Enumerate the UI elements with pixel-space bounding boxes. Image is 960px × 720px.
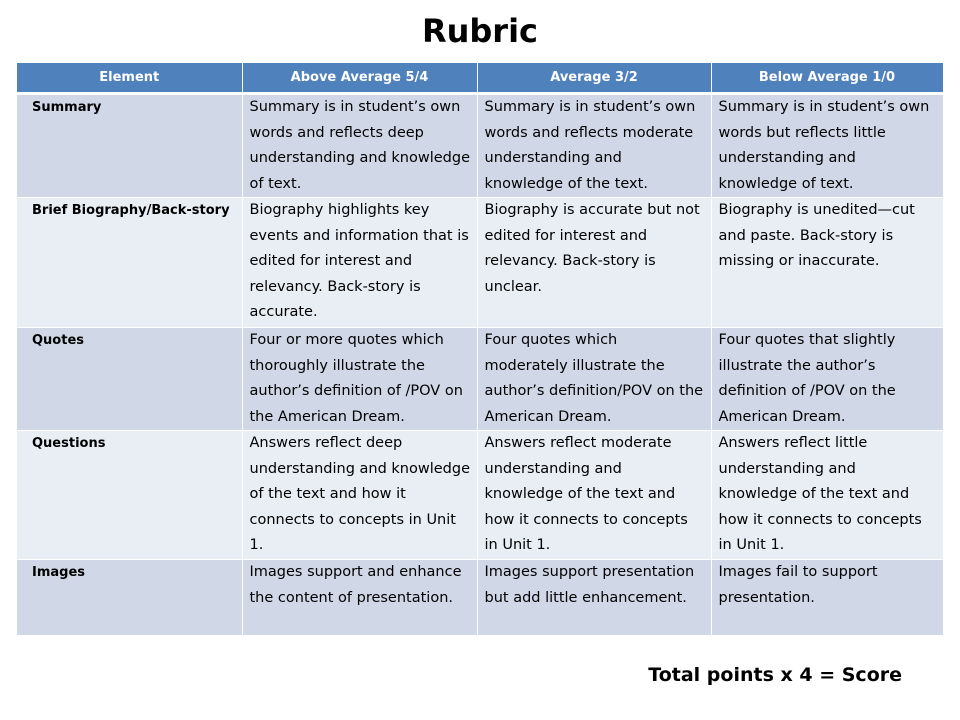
rubric-table xyxy=(17,63,944,636)
table-row-questions xyxy=(17,431,943,560)
row-label: Summary xyxy=(17,94,242,198)
cell-average: Summary is in student’s own words and reflects moderate understanding and knowledge of the text. xyxy=(477,94,711,198)
header-above-average: Above Average 5/4 xyxy=(242,63,477,94)
row-label: Images xyxy=(17,560,242,636)
page-title: Rubric xyxy=(421,12,539,50)
header-average: Average 3/2 xyxy=(477,63,711,94)
cell-average: Images support presentation but add little enhancement. xyxy=(477,560,711,636)
table-header-row xyxy=(17,63,943,94)
cell-below-average: Answers reflect little understanding and knowledge of the text and how it connects to concepts in Unit 1. xyxy=(711,431,943,560)
header-element: Element xyxy=(17,63,242,94)
cell-above-average: Answers reflect deep understanding and knowledge of the text and how it connects to concepts in Unit 1. xyxy=(242,431,477,560)
cell-average: Answers reflect moderate understanding and knowledge of the text and how it connects to concepts in Unit 1. xyxy=(477,431,711,560)
table-row-images xyxy=(17,560,943,636)
header-below-average: Below Average 1/0 xyxy=(711,63,943,94)
cell-below-average: Summary is in student’s own words but reflects little understanding and knowledge of text. xyxy=(711,94,943,198)
cell-below-average: Images fail to support presentation. xyxy=(711,560,943,636)
cell-above-average: Four or more quotes which thoroughly illustrate the author’s definition of /POV on the American Dream. xyxy=(242,328,477,431)
table-row-quotes xyxy=(17,328,943,431)
cell-below-average: Biography is unedited—cut and paste. Back-story is missing or inaccurate. xyxy=(711,198,943,328)
cell-below-average: Four quotes that slightly illustrate the author’s definition of /POV on the American Dream. xyxy=(711,328,943,431)
table-row-biography xyxy=(17,198,943,328)
total-score-note: Total points x 4 = Score xyxy=(648,664,902,686)
row-label: Quotes xyxy=(17,328,242,431)
cell-average: Four quotes which moderately illustrate the author’s definition/POV on the American Dream. xyxy=(477,328,711,431)
cell-above-average: Biography highlights key events and information that is edited for interest and relevancy. Back-story is accurate. xyxy=(242,198,477,328)
row-label: Questions xyxy=(17,431,242,560)
cell-above-average: Summary is in student’s own words and reflects deep understanding and knowledge of text. xyxy=(242,94,477,198)
cell-above-average: Images support and enhance the content of presentation. xyxy=(242,560,477,636)
cell-average: Biography is accurate but not edited for interest and relevancy. Back-story is unclear. xyxy=(477,198,711,328)
table-row-summary xyxy=(17,94,943,198)
row-label: Brief Biography/Back-story xyxy=(17,198,242,328)
